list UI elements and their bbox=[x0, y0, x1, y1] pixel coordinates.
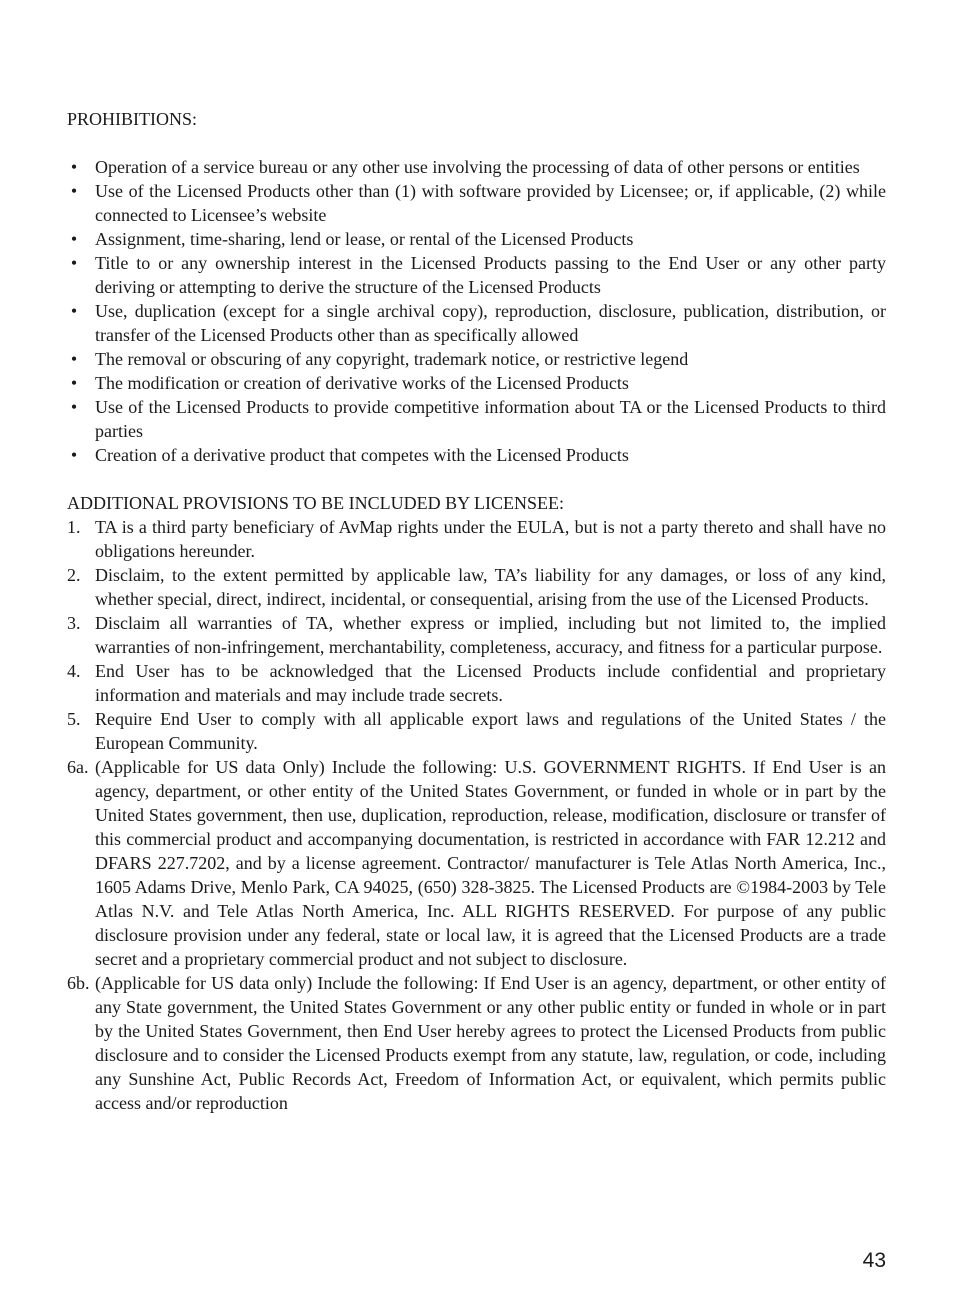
bullet-icon: • bbox=[70, 445, 78, 465]
provision-number: 2. bbox=[67, 565, 81, 585]
list-item bbox=[67, 371, 886, 395]
provision-text: (Applicable for US data only) Include the following: If End User is an agency, department, or other entity of any State government, the United States Government or any other public entity or funded in whole or in part by the United States Government, then End User hereby agrees to protect the Licensed Products from public disclosure and to consider the Licensed Products exempt from any statute, law, regulation, or code, including any Sunshine Act, Public Records Act, Freedom of Information Act, or equivalent, which permits public access and/or reproduction bbox=[95, 973, 886, 1113]
bullet-icon: • bbox=[70, 229, 78, 249]
list-item-text: Use of the Licensed Products other than (1) with software provided by Licensee; or, if applicable, (2) while connected to Licensee’s website bbox=[95, 181, 886, 225]
provisions-heading: ADDITIONAL PROVISIONS TO BE INCLUDED BY LICENSEE: bbox=[67, 493, 564, 513]
list-item bbox=[67, 251, 886, 299]
document-page bbox=[67, 107, 886, 1115]
list-item-text: Operation of a service bureau or any other use involving the processing of data of other persons or entities bbox=[95, 157, 860, 177]
list-item-text: Use of the Licensed Products to provide competitive information about TA or the Licensed Products to third parties bbox=[95, 397, 886, 441]
list-item bbox=[67, 227, 886, 251]
bullet-icon: • bbox=[70, 181, 78, 201]
provision-number: 5. bbox=[67, 709, 81, 729]
provision-text: Disclaim, to the extent permitted by applicable law, TA’s liability for any damages, or loss of any kind, whether special, direct, indirect, incidental, or consequential, arising from the use of the Licensed Products. bbox=[95, 565, 886, 609]
list-item bbox=[67, 347, 886, 371]
bullet-icon: • bbox=[70, 349, 78, 369]
list-item-text: Assignment, time-sharing, lend or lease, or rental of the Licensed Products bbox=[95, 229, 634, 249]
provision-number: 4. bbox=[67, 661, 81, 681]
provision-item bbox=[67, 515, 886, 563]
spacer bbox=[67, 131, 886, 155]
provision-item bbox=[67, 971, 886, 1115]
bullet-icon: • bbox=[70, 373, 78, 393]
list-item bbox=[67, 299, 886, 347]
list-item bbox=[67, 443, 886, 467]
bullet-icon: • bbox=[70, 301, 78, 321]
provisions-list bbox=[67, 515, 886, 1115]
provision-number: 6a. bbox=[67, 757, 89, 777]
list-item bbox=[67, 395, 886, 443]
list-item-text: Use, duplication (except for a single archival copy), reproduction, disclosure, publication, distribution, or transfer of the Licensed Products other than as specifically allowed bbox=[95, 301, 886, 345]
provision-item bbox=[67, 611, 886, 659]
list-item-text: Title to or any ownership interest in the Licensed Products passing to the End User or any other party deriving or attempting to derive the structure of the Licensed Products bbox=[95, 253, 886, 297]
list-item-text: The removal or obscuring of any copyright, trademark notice, or restrictive legend bbox=[95, 349, 689, 369]
bullet-icon: • bbox=[70, 157, 78, 177]
page-number: 43 bbox=[862, 1249, 886, 1272]
list-item bbox=[67, 155, 886, 179]
provision-item bbox=[67, 755, 886, 971]
provision-item bbox=[67, 563, 886, 611]
provision-text: (Applicable for US data Only) Include the following: U.S. GOVERNMENT RIGHTS. If End User is an agency, department, or other entity of the United States Government, or funded in whole or in part by the United States government, then use, duplication, reproduction, release, modification, disclosure or transfer of this commercial product and accompanying documentation, is restricted in accordance with FAR 12.212 and DFARS 227.7202, and by a license agreement. Contractor/ manufacturer is Tele Atlas North America, Inc., 1605 Adams Drive, Menlo Park, CA 94025, (650) 328-3825. The Licensed Products are ©1984-2003 by Tele Atlas N.V. and Tele Atlas North America, Inc. ALL RIGHTS RESERVED. For purpose of any public disclosure provision under any federal, state or local law, it is agreed that the Licensed Products are a trade secret and a proprietary commercial product and not subject to disclosure. bbox=[95, 757, 886, 969]
list-item bbox=[67, 179, 886, 227]
list-item-text: Creation of a derivative product that competes with the Licensed Products bbox=[95, 445, 629, 465]
bullet-icon: • bbox=[70, 397, 78, 417]
provision-item bbox=[67, 659, 886, 707]
prohibitions-list bbox=[67, 155, 886, 467]
provision-text: Require End User to comply with all applicable export laws and regulations of the United States / the European Community. bbox=[95, 709, 886, 753]
provision-text: End User has to be acknowledged that the Licensed Products include confidential and proprietary information and materials and may include trade secrets. bbox=[95, 661, 886, 705]
provision-text: TA is a third party beneficiary of AvMap rights under the EULA, but is not a party thereto and shall have no obligations hereunder. bbox=[95, 517, 886, 561]
provision-text: Disclaim all warranties of TA, whether express or implied, including but not limited to, the implied warranties of non-infringement, merchantability, completeness, accuracy, and fitness for a particular purpose. bbox=[95, 613, 886, 657]
provision-number: 3. bbox=[67, 613, 81, 633]
prohibitions-heading: PROHIBITIONS: bbox=[67, 109, 198, 129]
provision-item bbox=[67, 707, 886, 755]
provision-number: 1. bbox=[67, 517, 81, 537]
provision-number: 6b. bbox=[67, 973, 90, 993]
spacer bbox=[67, 467, 886, 491]
bullet-icon: • bbox=[70, 253, 78, 273]
list-item-text: The modification or creation of derivative works of the Licensed Products bbox=[95, 373, 629, 393]
